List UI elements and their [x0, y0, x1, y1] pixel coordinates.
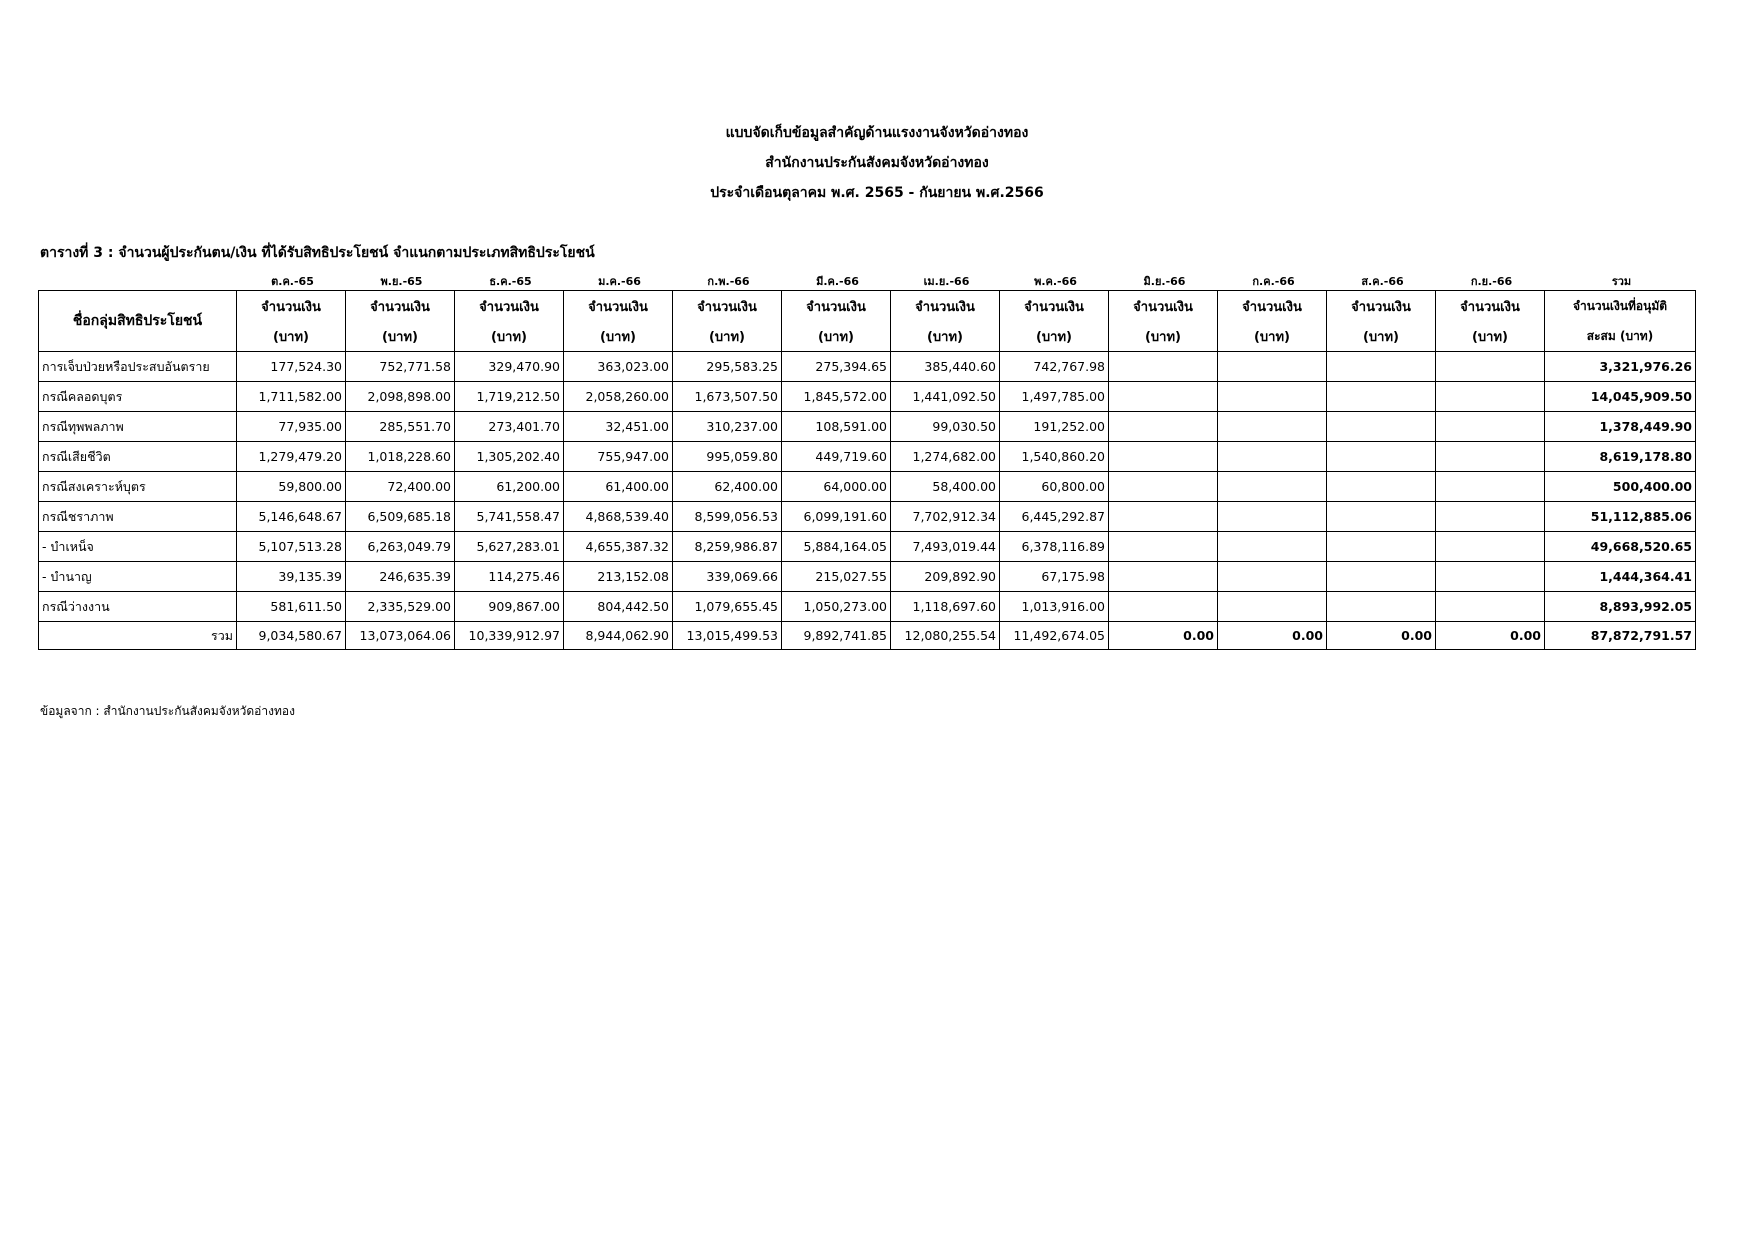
- month-label: ก.ค.-66: [1252, 275, 1295, 288]
- amount-cell: 6,263,049.79: [346, 532, 455, 562]
- table-row: [39, 412, 1696, 442]
- unit-header: (บาท): [1327, 321, 1436, 352]
- month-label: มิ.ย.-66: [1143, 275, 1186, 288]
- sum-cell: 0.00: [1218, 622, 1327, 650]
- sum-row: [39, 622, 1696, 650]
- amount-cell: 581,611.50: [237, 592, 346, 622]
- amount-cell: [1109, 472, 1218, 502]
- amount-cell: 1,441,092.50: [891, 382, 1000, 412]
- amount-cell: 1,540,860.20: [1000, 442, 1109, 472]
- table-row: [39, 472, 1696, 502]
- amount-cell: 1,673,507.50: [673, 382, 782, 412]
- amount-cell: [1218, 382, 1327, 412]
- sum-cell: 13,015,499.53: [673, 622, 782, 650]
- row-total-cell: 500,400.00: [1545, 472, 1696, 502]
- amount-cell: 1,711,582.00: [237, 382, 346, 412]
- amount-header: จำนวนเงิน: [564, 291, 673, 322]
- amount-cell: 108,591.00: [782, 412, 891, 442]
- unit-header: (บาท): [346, 321, 455, 352]
- amount-cell: 339,069.66: [673, 562, 782, 592]
- table-row: [39, 382, 1696, 412]
- amount-cell: 59,800.00: [237, 472, 346, 502]
- unit-header: (บาท): [1109, 321, 1218, 352]
- month-label: พ.ค.-66: [1034, 275, 1077, 288]
- amount-cell: 909,867.00: [455, 592, 564, 622]
- amount-header: จำนวนเงิน: [782, 291, 891, 322]
- month-row-spacer: [40, 272, 238, 288]
- sum-cell: 11,492,674.05: [1000, 622, 1109, 650]
- sum-cell: 0.00: [1436, 622, 1545, 650]
- amount-cell: 1,050,273.00: [782, 592, 891, 622]
- amount-header: จำนวนเงิน: [1218, 291, 1327, 322]
- amount-cell: [1327, 352, 1436, 382]
- amount-cell: 8,599,056.53: [673, 502, 782, 532]
- row-label: - บำนาญ: [39, 562, 237, 592]
- amount-cell: 39,135.39: [237, 562, 346, 592]
- amount-cell: 215,027.55: [782, 562, 891, 592]
- table-caption: ตารางที่ 3 : จำนวนผู้ประกันตน/เงิน ที่ได้รับสิทธิประโยชน์ จำแนกตามประเภทสิทธิประโยชน์: [40, 245, 595, 261]
- amount-cell: [1327, 442, 1436, 472]
- amount-cell: 213,152.08: [564, 562, 673, 592]
- amount-cell: 1,018,228.60: [346, 442, 455, 472]
- amount-header: จำนวนเงิน: [1109, 291, 1218, 322]
- total-label: รวม: [1611, 275, 1632, 288]
- month-label: พ.ย.-65: [380, 275, 423, 288]
- row-total-cell: 1,378,449.90: [1545, 412, 1696, 442]
- amount-cell: 755,947.00: [564, 442, 673, 472]
- amount-cell: 1,845,572.00: [782, 382, 891, 412]
- report-title-block: [0, 118, 1754, 208]
- amount-cell: 72,400.00: [346, 472, 455, 502]
- row-label: กรณีทุพพลภาพ: [39, 412, 237, 442]
- amount-cell: 209,892.90: [891, 562, 1000, 592]
- amount-cell: 2,058,260.00: [564, 382, 673, 412]
- table-row: [39, 532, 1696, 562]
- amount-cell: 67,175.98: [1000, 562, 1109, 592]
- amount-cell: 5,741,558.47: [455, 502, 564, 532]
- amount-cell: 58,400.00: [891, 472, 1000, 502]
- amount-header: จำนวนเงิน: [237, 291, 346, 322]
- amount-cell: [1218, 472, 1327, 502]
- amount-cell: 6,509,685.18: [346, 502, 455, 532]
- table-row: [39, 442, 1696, 472]
- amount-cell: [1109, 352, 1218, 382]
- table-row: [39, 502, 1696, 532]
- amount-cell: 2,098,898.00: [346, 382, 455, 412]
- amount-cell: 329,470.90: [455, 352, 564, 382]
- unit-header: (บาท): [891, 321, 1000, 352]
- amount-cell: 5,884,164.05: [782, 532, 891, 562]
- amount-cell: [1327, 412, 1436, 442]
- unit-header: (บาท): [782, 321, 891, 352]
- amount-cell: 32,451.00: [564, 412, 673, 442]
- amount-cell: [1218, 592, 1327, 622]
- amount-cell: 2,335,529.00: [346, 592, 455, 622]
- sum-cell: 9,892,741.85: [782, 622, 891, 650]
- unit-header: (บาท): [237, 321, 346, 352]
- amount-cell: 273,401.70: [455, 412, 564, 442]
- amount-cell: [1109, 592, 1218, 622]
- amount-cell: 4,868,539.40: [564, 502, 673, 532]
- amount-cell: 295,583.25: [673, 352, 782, 382]
- amount-cell: 61,400.00: [564, 472, 673, 502]
- amount-cell: 6,445,292.87: [1000, 502, 1109, 532]
- report-office: สำนักงานประกันสังคมจังหวัดอ่างทอง: [765, 155, 989, 171]
- amount-header: จำนวนเงิน: [673, 291, 782, 322]
- amount-cell: 742,767.98: [1000, 352, 1109, 382]
- month-label: ธ.ค.-65: [489, 275, 532, 288]
- row-total-cell: 49,668,520.65: [1545, 532, 1696, 562]
- amount-cell: 449,719.60: [782, 442, 891, 472]
- group-name-header: ชื่อกลุ่มสิทธิประโยชน์: [39, 291, 237, 352]
- amount-cell: 6,099,191.60: [782, 502, 891, 532]
- row-label: กรณีชราภาพ: [39, 502, 237, 532]
- unit-header: (บาท): [673, 321, 782, 352]
- amount-cell: [1327, 472, 1436, 502]
- amount-header: จำนวนเงิน: [455, 291, 564, 322]
- unit-header: (บาท): [455, 321, 564, 352]
- row-total-cell: 1,444,364.41: [1545, 562, 1696, 592]
- amount-header: จำนวนเงิน: [346, 291, 455, 322]
- amount-header: จำนวนเงิน: [1436, 291, 1545, 322]
- row-label: กรณีสงเคราะห์บุตร: [39, 472, 237, 502]
- amount-cell: [1218, 412, 1327, 442]
- table-row: [39, 352, 1696, 382]
- amount-cell: 363,023.00: [564, 352, 673, 382]
- row-total-cell: 51,112,885.06: [1545, 502, 1696, 532]
- row-total-cell: 14,045,909.50: [1545, 382, 1696, 412]
- amount-cell: 7,493,019.44: [891, 532, 1000, 562]
- data-source-note: ข้อมูลจาก : สำนักงานประกันสังคมจังหวัดอ่างทอง: [40, 704, 295, 718]
- sum-cell: 10,339,912.97: [455, 622, 564, 650]
- amount-cell: 1,719,212.50: [455, 382, 564, 412]
- amount-cell: 177,524.30: [237, 352, 346, 382]
- sum-cell: 8,944,062.90: [564, 622, 673, 650]
- amount-cell: [1109, 382, 1218, 412]
- amount-cell: 246,635.39: [346, 562, 455, 592]
- sum-cell: 9,034,580.67: [237, 622, 346, 650]
- report-title: แบบจัดเก็บข้อมูลสำคัญด้านแรงงานจังหวัดอ่างทอง: [725, 125, 1029, 141]
- amount-cell: 8,259,986.87: [673, 532, 782, 562]
- report-period: ประจำเดือนตุลาคม พ.ศ. 2565 - กันยายน พ.ศ.2566: [710, 185, 1044, 201]
- amount-cell: [1436, 412, 1545, 442]
- amount-cell: [1436, 502, 1545, 532]
- row-label: กรณีว่างงาน: [39, 592, 237, 622]
- amount-cell: [1436, 592, 1545, 622]
- sum-cell: 12,080,255.54: [891, 622, 1000, 650]
- amount-cell: [1327, 592, 1436, 622]
- sum-cell: 0.00: [1327, 622, 1436, 650]
- row-label: การเจ็บป่วยหรือประสบอันตราย: [39, 352, 237, 382]
- amount-cell: [1436, 442, 1545, 472]
- row-label: กรณีคลอดบุตร: [39, 382, 237, 412]
- amount-cell: [1218, 532, 1327, 562]
- amount-cell: 7,702,912.34: [891, 502, 1000, 532]
- sum-cell: 13,073,064.06: [346, 622, 455, 650]
- amount-cell: 62,400.00: [673, 472, 782, 502]
- amount-cell: [1327, 502, 1436, 532]
- month-label: มี.ค.-66: [816, 275, 859, 288]
- amount-cell: [1218, 502, 1327, 532]
- amount-cell: [1436, 562, 1545, 592]
- amount-cell: [1218, 442, 1327, 472]
- amount-cell: [1109, 562, 1218, 592]
- amount-cell: [1327, 382, 1436, 412]
- amount-cell: [1436, 472, 1545, 502]
- amount-cell: 285,551.70: [346, 412, 455, 442]
- table-row: [39, 592, 1696, 622]
- amount-cell: 5,107,513.28: [237, 532, 346, 562]
- amount-cell: 1,013,916.00: [1000, 592, 1109, 622]
- amount-cell: 310,237.00: [673, 412, 782, 442]
- amount-cell: [1327, 532, 1436, 562]
- amount-cell: 1,497,785.00: [1000, 382, 1109, 412]
- unit-header: (บาท): [1218, 321, 1327, 352]
- amount-cell: 995,059.80: [673, 442, 782, 472]
- month-label: ต.ค.-65: [271, 275, 314, 288]
- amount-cell: 1,279,479.20: [237, 442, 346, 472]
- amount-cell: 752,771.58: [346, 352, 455, 382]
- amount-header: จำนวนเงิน: [1327, 291, 1436, 322]
- amount-cell: 1,305,202.40: [455, 442, 564, 472]
- amount-cell: 385,440.60: [891, 352, 1000, 382]
- total-header-unit: สะสม (บาท): [1545, 321, 1696, 352]
- month-label: ส.ค.-66: [1361, 275, 1404, 288]
- amount-cell: 191,252.00: [1000, 412, 1109, 442]
- unit-header: (บาท): [1000, 321, 1109, 352]
- amount-cell: [1109, 502, 1218, 532]
- amount-cell: 77,935.00: [237, 412, 346, 442]
- amount-cell: [1436, 532, 1545, 562]
- amount-cell: [1109, 532, 1218, 562]
- amount-header: จำนวนเงิน: [891, 291, 1000, 322]
- sum-cell: 0.00: [1109, 622, 1218, 650]
- month-label: เม.ย.-66: [923, 275, 970, 288]
- amount-cell: [1436, 382, 1545, 412]
- row-label: กรณีเสียชีวิต: [39, 442, 237, 472]
- month-label: ก.ย.-66: [1470, 275, 1513, 288]
- amount-cell: 60,800.00: [1000, 472, 1109, 502]
- amount-cell: [1436, 352, 1545, 382]
- month-label: ม.ค.-66: [598, 275, 641, 288]
- amount-cell: 4,655,387.32: [564, 532, 673, 562]
- amount-cell: 5,146,648.67: [237, 502, 346, 532]
- amount-cell: 5,627,283.01: [455, 532, 564, 562]
- amount-cell: 275,394.65: [782, 352, 891, 382]
- amount-cell: [1327, 562, 1436, 592]
- amount-cell: 1,274,682.00: [891, 442, 1000, 472]
- amount-cell: 114,275.46: [455, 562, 564, 592]
- sum-label: รวม: [39, 622, 237, 650]
- total-header: จำนวนเงินที่อนุมัติ: [1545, 291, 1696, 322]
- amount-cell: [1109, 412, 1218, 442]
- amount-cell: 61,200.00: [455, 472, 564, 502]
- benefits-table: [38, 290, 1696, 650]
- month-header-row: [40, 272, 1697, 288]
- unit-header: (บาท): [1436, 321, 1545, 352]
- unit-header: (บาท): [564, 321, 673, 352]
- amount-cell: [1109, 442, 1218, 472]
- amount-cell: 99,030.50: [891, 412, 1000, 442]
- row-label: - บำเหน็จ: [39, 532, 237, 562]
- grand-total-cell: 87,872,791.57: [1545, 622, 1696, 650]
- row-total-cell: 8,893,992.05: [1545, 592, 1696, 622]
- amount-cell: 1,079,655.45: [673, 592, 782, 622]
- row-total-cell: 3,321,976.26: [1545, 352, 1696, 382]
- amount-cell: 1,118,697.60: [891, 592, 1000, 622]
- amount-cell: 804,442.50: [564, 592, 673, 622]
- month-label: ก.พ.-66: [707, 275, 750, 288]
- amount-cell: [1218, 562, 1327, 592]
- amount-header: จำนวนเงิน: [1000, 291, 1109, 322]
- amount-cell: 6,378,116.89: [1000, 532, 1109, 562]
- row-total-cell: 8,619,178.80: [1545, 442, 1696, 472]
- table-row: [39, 562, 1696, 592]
- amount-cell: 64,000.00: [782, 472, 891, 502]
- amount-cell: [1218, 352, 1327, 382]
